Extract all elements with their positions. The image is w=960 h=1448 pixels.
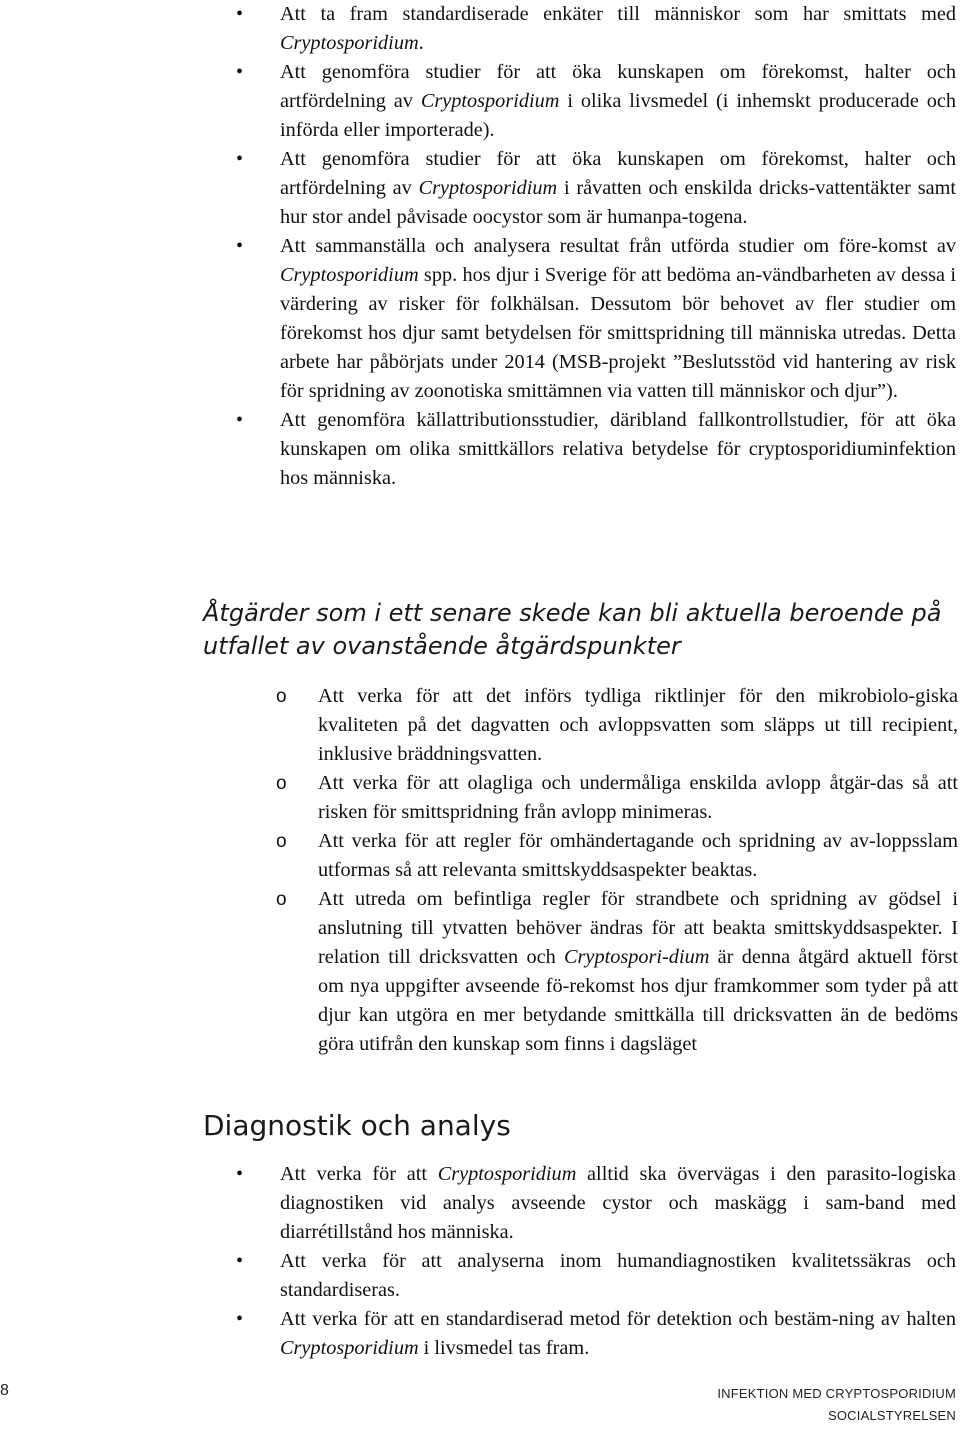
list-bullet-marker: • bbox=[236, 1163, 244, 1185]
species-name: Cryptosporidium bbox=[280, 32, 419, 54]
list-item bbox=[0, 0, 960, 58]
text-run: alltid ska övervägas i den parasito-logiska diagnostiken vid analys avseende cystor och maskägg i sam-band med diarrétillstånd hos människa. bbox=[280, 1163, 957, 1243]
list-item-text bbox=[318, 685, 958, 765]
list-item-text bbox=[280, 1160, 956, 1247]
text-run: spp. hos djur i Sverige för att bedöma an-vändbarheten av dessa i värdering av risker för folkhälsan. Dessutom bör behovet av fler studier om förekomst hos djur samt betydelsen för smittspridning till människa utredas. Detta arbete har påbörjats under 2014 (MSB-projekt ”Beslutsstöd vid hantering av risk för spridning av zoonotiska smittämnen via vatten till människor och djur”). bbox=[280, 264, 956, 402]
list-item bbox=[0, 232, 960, 406]
text-run: Att verka för att det införs tydliga riktlinjer för den mikrobiolo-giska kvaliteten på det dagvatten och avloppsvatten som släpps ut till recipient, inklusive bräddningsvatten. bbox=[318, 685, 958, 765]
list-bullet-marker: • bbox=[236, 409, 244, 431]
list-item-text bbox=[280, 1305, 956, 1363]
heading-diagnostics: Diagnostik och analys bbox=[203, 1109, 511, 1142]
list-bullet-marker: • bbox=[236, 1250, 244, 1272]
list-item bbox=[0, 1305, 960, 1363]
list-item bbox=[0, 58, 960, 145]
list-item bbox=[0, 406, 960, 493]
list-item bbox=[0, 1247, 960, 1305]
bullet-list-diagnostics bbox=[0, 1160, 960, 1363]
list-bullet-marker: • bbox=[236, 61, 244, 83]
list-item-text bbox=[280, 0, 956, 58]
list-bullet-marker: o bbox=[276, 686, 287, 707]
text-run: Att utreda om befintliga regler för strandbete och spridning av gödsel i anslutning till ytvatten behöver ändras för att beakta smittskyddsaspekter. I relation till dricksvatten och bbox=[318, 888, 958, 968]
species-name: Cryptospori-dium bbox=[564, 946, 710, 968]
list-bullet-marker: • bbox=[236, 235, 244, 257]
list-item bbox=[0, 827, 960, 885]
heading-later-measures: Åtgärder som i ett senare skede kan bli aktuella beroende på utfallet av ovanstående åtgärdspunkter bbox=[203, 599, 942, 660]
list-item-text bbox=[318, 772, 958, 823]
species-name: Cryptosporidium bbox=[280, 264, 419, 286]
list-item-text bbox=[280, 406, 956, 493]
list-item-text bbox=[280, 145, 956, 232]
text-run: Att genomföra studier för att öka kunskapen om förekomst, halter och artfördelning av bbox=[280, 61, 956, 112]
species-name: Cryptosporidium bbox=[280, 1337, 419, 1359]
text-run: Att genomföra studier för att öka kunskapen om förekomst, halter och artfördelning av bbox=[280, 148, 956, 199]
list-bullet-marker: o bbox=[276, 773, 287, 794]
list-bullet-marker: • bbox=[236, 3, 244, 25]
species-name: Cryptosporidium bbox=[418, 177, 558, 199]
text-run: är denna åtgärd aktuell först om nya uppgifter avseende fö-rekomst hos djur framkommer som tyder på att djur kan utgöra en mer betydande smittkälla till dricksvatten än de bedöms göra utifrån den kunskap som finns i dagsläget bbox=[318, 946, 958, 1055]
list-item-text bbox=[318, 888, 958, 1055]
text-run: i livsmedel tas fram. bbox=[418, 1337, 590, 1359]
sub-list-later-measures bbox=[0, 682, 960, 1059]
footer-info bbox=[717, 1383, 956, 1427]
list-bullet-marker: • bbox=[236, 1308, 244, 1330]
list-item-text bbox=[280, 1247, 956, 1305]
list-item bbox=[0, 769, 960, 827]
footer-publisher: SOCIALSTYRELSEN bbox=[828, 1408, 956, 1423]
list-item bbox=[0, 682, 960, 769]
text-run: Att verka för att bbox=[280, 1163, 438, 1185]
list-bullet-marker: o bbox=[276, 889, 287, 910]
species-name: Cryptosporidium bbox=[420, 90, 560, 112]
text-run: i råvatten och enskilda dricks-vattentäkter samt hur stor andel påvisade oocystor som är humanpa-togena. bbox=[280, 177, 956, 228]
list-item bbox=[0, 885, 960, 1059]
text-run: Att verka för att olagliga och undermåliga enskilda avlopp åtgär-das så att risken för smittspridning från avlopp minimeras. bbox=[318, 772, 958, 823]
text-run: Att sammanställa och analysera resultat från utförda studier om före-komst av bbox=[280, 235, 956, 257]
species-name: Cryptosporidium bbox=[437, 1163, 577, 1185]
bullet-list-actions bbox=[0, 0, 960, 493]
text-run: . bbox=[418, 32, 424, 54]
list-item bbox=[0, 1160, 960, 1247]
list-item bbox=[0, 145, 960, 232]
text-run: Att genomföra källattributionsstudier, däribland fallkontrollstudier, för att öka kunskapen om olika smittkällors relativa betydelse för cryptosporidiuminfektion hos människa. bbox=[280, 409, 956, 489]
text-run: Att ta fram standardiserade enkäter till människor som har smittats med bbox=[280, 3, 956, 25]
list-item-text bbox=[280, 232, 956, 406]
footer-title: INFEKTION MED CRYPTOSPORIDIUM bbox=[717, 1386, 956, 1401]
text-run: Att verka för att en standardiserad metod för detektion och bestäm-ning av halten bbox=[280, 1308, 956, 1330]
list-bullet-marker: • bbox=[236, 148, 244, 170]
list-item-text bbox=[318, 830, 958, 881]
list-bullet-marker: o bbox=[276, 831, 287, 852]
text-run: Att verka för att analyserna inom humandiagnostiken kvalitetssäkras och standardiseras. bbox=[280, 1250, 956, 1301]
list-item-text bbox=[280, 58, 956, 145]
text-run: Att verka för att regler för omhändertagande och spridning av av-loppsslam utformas så att relevanta smittskyddsaspekter beaktas. bbox=[318, 830, 958, 881]
text-run: i olika livsmedel (i inhemskt producerade och införda eller importerade). bbox=[280, 90, 956, 141]
page-number: 8 bbox=[0, 1382, 9, 1399]
